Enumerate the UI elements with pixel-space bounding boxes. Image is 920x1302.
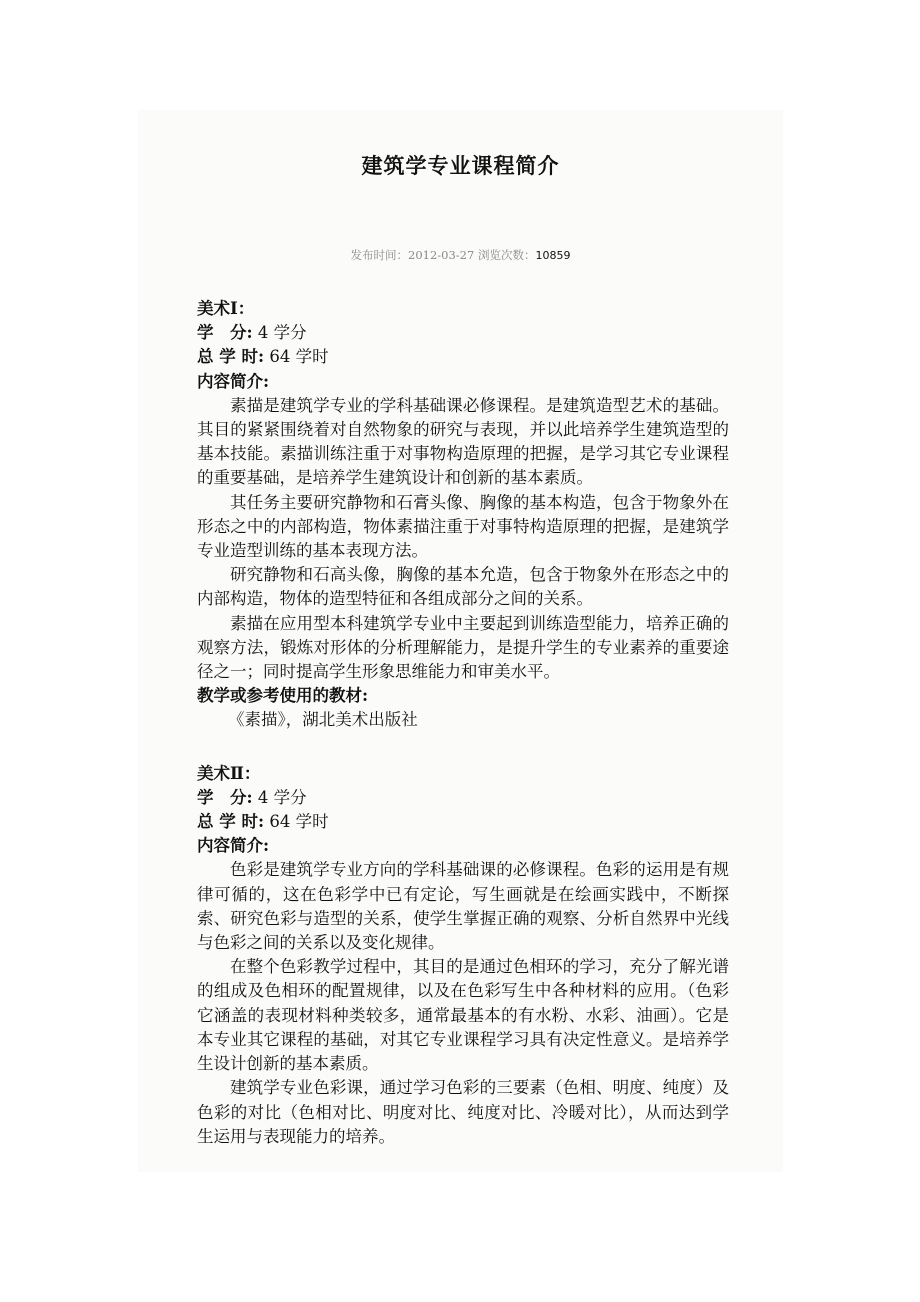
credits-label: 学 分: [197, 323, 253, 343]
intro-paragraph: 研究静物和石高头像，胸像的基本允造，包含于物象外在形态之中的内部构造，物体的造型特征和各组成部分之间的关系。 [197, 565, 729, 609]
intro-label: 内容简介: [197, 836, 270, 856]
textbook-label: 教学或参考使用的教材: [197, 686, 369, 706]
views-label: 浏览次数： [474, 248, 536, 262]
document-body [197, 297, 729, 1149]
intro-paragraph: 在整个色彩教学过程中，其目的是通过色相环的学习，充分了解光谱的组成及色相环的配置规律，以及在色彩写生中各种材料的应用。（色彩它涵盖的表现材料种类较多，通常最基本的有水粉、水彩、油画）。它是本专业其它课程的基础，对其它专业课程学习具有决定性意义。是培养学生设计创新的基本素质。 [197, 957, 729, 1074]
hours-label: 总 学 时: [197, 347, 265, 367]
publish-info [138, 247, 783, 263]
intro-paragraph: 色彩是建筑学专业方向的学科基础课的必修课程。色彩的运用是有规律可循的，这在色彩学中已有定论，写生画就是在绘画实践中，不断探索、研究色彩与造型的关系，使学生掌握正确的观察、分析自然界中光线与色彩之间的关系以及变化规律。 [197, 860, 729, 953]
intro-paragraph: 素描是建筑学专业的学科基础课必修课程。是建筑造型艺术的基础。其目的紧紧围绕着对自然物象的研究与表现，并以此培养学生建筑造型的基本技能。素描训练注重于对事物构造原理的把握，是学习其它专业课程的重要基础，是培养学生建筑设计和创新的基本素质。 [197, 395, 729, 488]
intro-label: 内容简介: [197, 371, 270, 391]
published-label: 发布时间： [350, 248, 409, 262]
hours-value: 64 学时 [264, 812, 329, 832]
intro-paragraph: 其任务主要研究静物和石膏头像、胸像的基本构造，包含于物象外在形态之中的内部构造，物体素描注重于对事特构造原理的把握，是建筑学专业造型训练的基本表现方法。 [197, 492, 729, 561]
intro-paragraph: 建筑学专业色彩课，通过学习色彩的三要素（色相、明度、纯度）及色彩的对比（色相对比、明度对比、纯度对比、冷暖对比），从而达到学生运用与表现能力的培养。 [197, 1078, 729, 1146]
views-count: 10859 [535, 249, 571, 262]
credits-row [197, 321, 729, 345]
credits-value: 4 学分 [252, 323, 307, 343]
hours-label: 总 学 时: [197, 812, 265, 832]
hours-row [197, 345, 729, 369]
textbook: 《素描》，湖北美术出版社 [228, 710, 418, 730]
course-art-2 [197, 762, 729, 1149]
published-date: 2012-03-27 [408, 248, 475, 262]
intro-paragraph: 素描在应用型本科建筑学专业中主要起到训练造型能力，培养正确的观察方法，锻炼对形体的分析理解能力，是提升学生的专业素养的重要途径之一；同时提高学生形象思维能力和审美水平。 [197, 613, 729, 682]
hours-value: 64 学时 [264, 347, 329, 367]
course-name: 美术Ⅱ： [197, 763, 261, 783]
credits-label: 学 分: [197, 787, 253, 807]
course-name: 美术Ⅰ： [197, 299, 255, 318]
credits-row [197, 786, 729, 810]
course-art-1 [197, 297, 729, 733]
page-title: 建筑学专业课程简介 [361, 153, 560, 178]
credits-value: 4 学分 [252, 787, 307, 807]
hours-row [197, 810, 729, 834]
